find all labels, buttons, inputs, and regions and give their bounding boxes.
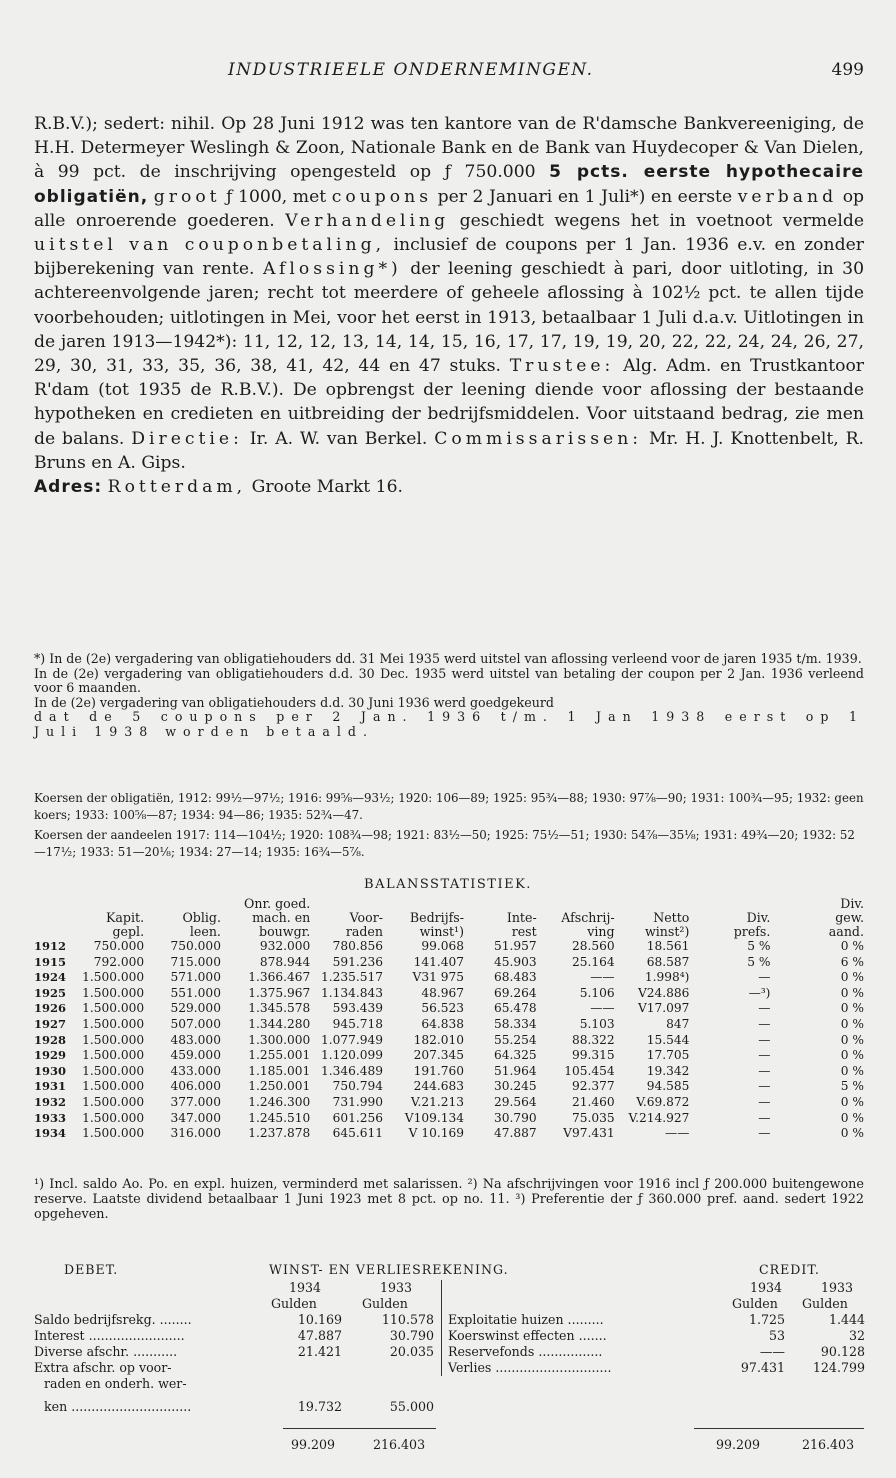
table-cell: 601.256 <box>332 1110 383 1125</box>
table-cell: 591.236 <box>332 954 383 969</box>
table-cell: 1.134.843 <box>320 985 383 1000</box>
table-cell: 1.500.000 <box>82 1094 145 1109</box>
table-row <box>34 1111 864 1127</box>
table-cell: 5 % <box>747 954 771 969</box>
table-cell: 571.000 <box>170 970 221 985</box>
debet-label: DEBET. <box>64 1262 119 1277</box>
year-cell: 1931 <box>34 1079 67 1094</box>
table-cell: 1.185.001 <box>248 1063 311 1078</box>
column-header: Bedrijfs- winst¹) <box>409 910 464 939</box>
column-header: Netto winst²) <box>644 910 690 939</box>
table-cell: V109.134 <box>404 1110 464 1125</box>
table-cell: —— <box>590 970 615 985</box>
table-cell: 406.000 <box>170 1079 221 1094</box>
table-cell: 92.377 <box>571 1079 615 1094</box>
table-cell: V.21.213 <box>410 1094 464 1109</box>
running-title: INDUSTRIEELE ONDERNEMINGEN. <box>228 60 594 80</box>
table-cell: — <box>758 1032 771 1047</box>
table-row <box>34 970 864 986</box>
table-cell: 1.237.878 <box>248 1126 311 1141</box>
description-paragraph: R.B.V.); sedert: nihil. Op 28 Juni 1912 was ten kantore van de R'damsche Bankvereeniging, de H.H. Determeyer Weslingh & Zoon, Nationale Bank en de Bank van Huydecoper & Van Dielen, à 99 pct. de inschrijving opengesteld op ƒ 750.000 5 pcts. eerste hypothecaire obligatiën, groot ƒ 1000, met coupons per 2 Januari en 1 Juli*) en eerste verband op alle onroerende goederen. Verhandeling geschiedt wegens het in voetnoot vermelde uitstel van couponbetaling, inclusief de coupons per 1 Jan. 1936 e.v. en zonder bijberekening van rente. Aflossing*) der leening geschiedt à pari, door uitloting, in 30 achtereenvolgende jaren; recht tot meerdere of geheele aflossing à 102½ pct. te allen tijde voorbehouden; uitlotingen in Mei, voor het eerst in 1913, betaalbaar 1 Juli d.a.v. Uitlotingen in de jaren 1913—1942*): 11, 12, 12, 13, 14, 14, 15, 16, 17, 17, 19, 19, 20, 22, 22, 24, 24, 26, 27, 29, 30, 31, 33, 35, 36, 38, 41, 42, 44 en 47 stuks. Trustee: Alg. Adm. en Trustkantoor R'dam (tot 1935 de R.B.V.). De opbrengst der leening diende voor aflossing der bestaande hypotheken en credieten en uitbreiding der bedrijfsmiddelen. Voor uitstaand bedrag, zie men de balans. Directie: Ir. A. W. van Berkel. Commissarissen: Mr. H. J. Knottenbelt, R. Bruns en A. Gips. <box>34 114 865 473</box>
table-cell: 1.366.467 <box>248 970 311 985</box>
table-cell: 1.235.517 <box>320 970 383 985</box>
table-cell: 1.500.000 <box>82 1110 145 1125</box>
credit-total-1933: 216.403 <box>802 1437 855 1452</box>
table-cell: 1.246.300 <box>248 1094 311 1109</box>
pl-row: raden en onderh. wer- <box>44 1376 187 1391</box>
table-cell: 750.000 <box>93 939 145 953</box>
pl-row: Reservefonds ................ —— 90.128 <box>448 1344 865 1359</box>
table-cell: 75.035 <box>571 1110 615 1125</box>
table-cell: 19.342 <box>646 1063 690 1078</box>
table-cell: 0 % <box>840 985 864 1000</box>
table-cell: —³) <box>748 985 771 1000</box>
table-cell: 5.106 <box>579 985 615 1000</box>
table-cell: — <box>758 1001 771 1016</box>
table-cell: — <box>758 1094 771 1109</box>
table-cell: 377.000 <box>170 1094 221 1109</box>
table-cell: 15.544 <box>646 1032 690 1047</box>
table-cell: 105.454 <box>564 1063 615 1078</box>
table-cell: 64.325 <box>494 1048 537 1063</box>
table-cell: 55.254 <box>494 1032 537 1047</box>
table-cell: 30.245 <box>494 1079 537 1094</box>
pl-row: ken .............................. 19.732 55.000 <box>44 1399 434 1414</box>
table-cell: 1.255.001 <box>248 1048 311 1063</box>
column-header: Onr. goed. mach. en bouwgr. <box>244 896 311 939</box>
balance-title: BALANSSTATISTIEK. <box>364 877 532 892</box>
company-description <box>34 112 864 499</box>
bond-prices: Koersen der obligatiën, 1912: 99½—97½; 1916: 99⅝—93½; 1920: 106—89; 1925: 95¾—88; 1930: 97⅞—90; 1931: 100¾—95; 1932: geen koers; 1933: 100⅝—87; 1934: 94—86; 1935: 52¾—47. <box>34 791 864 822</box>
table-cell: 0 % <box>840 1126 864 1141</box>
table-cell: 244.683 <box>413 1079 464 1094</box>
debet-column: 1934 1933 Gulden Gulden Saldo bedrijfsrekg. ........ 10.169 110.578 Interest ........................ 47.887 30.790 Diverse afschr. ........... 21.421 20.035 Extra afschr. op voor- raden en onderh. wer- ken .............................. 19.732 55.000 <box>34 1280 434 1414</box>
debet-sum-rule <box>283 1428 436 1429</box>
balance-table <box>34 897 864 1142</box>
balance-table-header <box>34 897 864 939</box>
table-cell: 141.407 <box>413 954 464 969</box>
table-cell: 1.344.280 <box>248 1016 311 1031</box>
table-cell: 483.000 <box>170 1032 221 1047</box>
table-cell: V17.097 <box>637 1001 690 1016</box>
table-cell: — <box>758 1063 771 1078</box>
table-cell: 18.561 <box>646 939 690 953</box>
table-cell: 1.500.000 <box>82 1063 145 1078</box>
footnotes <box>34 652 864 740</box>
table-row <box>34 1095 864 1111</box>
table-cell: 780.856 <box>332 939 383 953</box>
year-cell: 1932 <box>34 1094 67 1109</box>
year-cell: 1925 <box>34 985 67 1000</box>
table-cell: 507.000 <box>170 1016 221 1031</box>
year-column-header <box>34 897 76 939</box>
table-cell: 0 % <box>840 970 864 985</box>
table-row <box>34 986 864 1002</box>
table-cell: —— <box>665 1126 690 1141</box>
column-header: Kapit. gepl. <box>106 910 145 939</box>
year-cell: 1929 <box>34 1048 67 1063</box>
table-row <box>34 1033 864 1049</box>
table-cell: 5.103 <box>579 1016 615 1031</box>
table-cell: — <box>758 1016 771 1031</box>
table-cell: 48.967 <box>421 985 464 1000</box>
table-cell: 1.345.578 <box>248 1001 311 1016</box>
year-cell: 1930 <box>34 1063 67 1078</box>
table-cell: 1.245.510 <box>248 1110 311 1125</box>
column-header: Inte- rest <box>506 910 537 939</box>
table-cell: 715.000 <box>170 954 221 969</box>
table-cell: 1.500.000 <box>82 1126 145 1141</box>
table-row <box>34 939 864 955</box>
table-cell: 731.990 <box>332 1094 383 1109</box>
table-cell: 1.346.489 <box>320 1063 383 1078</box>
table-row <box>34 1064 864 1080</box>
running-header <box>0 60 896 88</box>
table-cell: 0 % <box>840 939 864 953</box>
address-line: Adres: Rotterdam, Groote Markt 16. <box>34 477 403 498</box>
column-header: Div. gew. aand. <box>828 896 864 939</box>
column-header: Div. prefs. <box>733 910 771 939</box>
table-cell: 45.903 <box>494 954 537 969</box>
table-cell: 0 % <box>840 1032 864 1047</box>
table-cell: 28.560 <box>571 939 615 953</box>
footnote: dat de 5 coupons per 2 Jan. 1936 t/m. 1 Jan 1938 eerst op 1 Juli 1938 worden betaald. <box>34 709 864 739</box>
table-cell: 94.585 <box>646 1079 690 1094</box>
table-cell: V.214.927 <box>628 1110 690 1125</box>
table-cell: 750.794 <box>332 1079 383 1094</box>
table-cell: 6 % <box>840 954 864 969</box>
footnote: In de (2e) vergadering van obligatiehouders d.d. 30 Dec. 1935 werd uitstel van betaling der coupon per 2 Jan. 1936 verleend voor 6 maanden. <box>34 665 864 696</box>
year-cell: 1924 <box>34 970 67 985</box>
table-cell: 551.000 <box>170 985 221 1000</box>
credit-label: CREDIT. <box>759 1262 820 1277</box>
address-label: Adres: <box>34 477 103 498</box>
table-cell: 1.500.000 <box>82 1048 145 1063</box>
table-cell: V 10.169 <box>408 1126 464 1141</box>
table-row <box>34 955 864 971</box>
debet-total-1933: 216.403 <box>373 1437 426 1452</box>
pl-row: Verlies ............................. 97.431 124.799 <box>448 1360 865 1375</box>
price-history <box>34 790 864 864</box>
balance-notes: ¹) Incl. saldo Ao. Po. en expl. huizen, verminderd met salarissen. ²) Na afschrijvingen voor 1916 incl ƒ 200.000 buitengewone reserve. Laatste dividend betaalbaar 1 Juni 1923 met 8 pct. op no. 11. ³) Preferentie der ƒ 360.000 pref. aand. sedert 1922 opgeheven. <box>34 1177 864 1222</box>
table-cell: 1.500.000 <box>82 970 145 985</box>
column-header: Afschrij- ving <box>561 910 615 939</box>
table-cell: — <box>758 1126 771 1141</box>
table-cell: 5 % <box>747 939 771 953</box>
pl-heading <box>34 1262 864 1280</box>
column-header: Oblig. leen. <box>182 910 221 939</box>
credit-total-1934: 99.209 <box>716 1437 761 1452</box>
table-cell: 99.068 <box>421 939 464 953</box>
table-cell: 17.705 <box>646 1048 690 1063</box>
table-cell: 1.500.000 <box>82 1016 145 1031</box>
footnote: *) In de (2e) vergadering van obligatiehouders dd. 31 Mei 1935 werd uitstel van aflossing verleend voor de jaren 1935 t/m. 1939. <box>34 651 862 666</box>
table-cell: 0 % <box>840 1063 864 1078</box>
table-cell: 0 % <box>840 1048 864 1063</box>
pl-row: Interest ........................ 47.887 30.790 <box>34 1328 434 1343</box>
table-cell: 1.077.949 <box>320 1032 383 1047</box>
pl-row: Saldo bedrijfsrekg. ........ 10.169 110.578 <box>34 1312 434 1327</box>
bond-heading: 5 pcts. eerste hypothecaire obligatiën, <box>34 162 865 207</box>
table-cell: 1.120.099 <box>320 1048 383 1063</box>
table-cell: 750.000 <box>170 939 221 953</box>
table-cell: 47.887 <box>494 1126 537 1141</box>
year-cell: 1915 <box>34 954 67 969</box>
table-cell: 792.000 <box>93 954 145 969</box>
pl-title: WINST- EN VERLIESREKENING. <box>269 1262 509 1277</box>
table-cell: — <box>758 1079 771 1094</box>
table-cell: 945.718 <box>332 1016 383 1031</box>
table-cell: 347.000 <box>170 1110 221 1125</box>
table-cell: V.69.872 <box>636 1094 690 1109</box>
table-cell: — <box>758 970 771 985</box>
table-cell: 68.587 <box>646 954 690 969</box>
table-cell: 1.375.967 <box>248 985 311 1000</box>
table-cell: 1.998⁴) <box>644 970 690 985</box>
table-cell: 58.334 <box>494 1016 537 1031</box>
table-cell: 182.010 <box>413 1032 464 1047</box>
table-cell: 0 % <box>840 1110 864 1125</box>
table-row <box>34 1126 864 1142</box>
table-cell: 64.838 <box>421 1016 464 1031</box>
column-header: Voor- raden <box>345 910 383 939</box>
table-cell: 25.164 <box>571 954 615 969</box>
table-cell: 191.760 <box>413 1063 464 1078</box>
share-prices: Koersen der aandeelen 1917: 114—104½; 1920: 108¾—98; 1921: 83½—50; 1925: 75½—51; 1930: 54⅞—35⅛; 1931: 49¾—20; 1932: 52—17½; 1933: 51—20⅛; 1934: 27—14; 1935: 16¾—5⅞. <box>34 828 855 859</box>
table-cell: —— <box>590 1001 615 1016</box>
table-cell: — <box>758 1048 771 1063</box>
table-cell: 847 <box>666 1016 690 1031</box>
table-cell: 459.000 <box>170 1048 221 1063</box>
table-cell: 593.439 <box>332 1001 383 1016</box>
credit-column: 1934 1933 Gulden Gulden Exploitatie huizen ......... 1.725 1.444 Koerswinst effecten ....... 53 32 Reservefonds ................ —— 90.128 Verlies ............................. 97.431 124.799 <box>441 1280 865 1376</box>
table-row <box>34 1001 864 1017</box>
year-cell: 1928 <box>34 1032 67 1047</box>
table-row <box>34 1017 864 1033</box>
table-cell: 316.000 <box>170 1126 221 1141</box>
table-cell: 529.000 <box>170 1001 221 1016</box>
table-cell: 65.478 <box>494 1001 537 1016</box>
year-cell: 1912 <box>34 939 67 953</box>
table-cell: 1.500.000 <box>82 1079 145 1094</box>
table-cell: 29.564 <box>494 1094 537 1109</box>
pl-row: Extra afschr. op voor- <box>34 1360 172 1375</box>
page-number: 499 <box>831 60 864 80</box>
year-cell: 1934 <box>34 1126 67 1141</box>
year-cell: 1927 <box>34 1016 67 1031</box>
table-cell: 1.500.000 <box>82 985 145 1000</box>
table-cell: 0 % <box>840 1001 864 1016</box>
profit-loss-account <box>34 1262 865 1414</box>
table-cell: — <box>758 1110 771 1125</box>
pl-row: Koerswinst effecten ....... 53 32 <box>448 1328 865 1343</box>
table-cell: 645.611 <box>332 1126 383 1141</box>
table-cell: 1.500.000 <box>82 1001 145 1016</box>
year-cell: 1926 <box>34 1001 67 1016</box>
table-cell: 1.500.000 <box>82 1032 145 1047</box>
table-cell: 21.460 <box>571 1094 615 1109</box>
table-cell: 69.264 <box>494 985 537 1000</box>
table-cell: 1.250.001 <box>248 1079 311 1094</box>
table-cell: 30.790 <box>494 1110 537 1125</box>
pl-row: Exploitatie huizen ......... 1.725 1.444 <box>448 1312 865 1327</box>
table-cell: 51.957 <box>494 939 537 953</box>
credit-sum-rule <box>694 1428 864 1429</box>
table-row <box>34 1079 864 1095</box>
table-cell: 0 % <box>840 1094 864 1109</box>
table-cell: 68.483 <box>494 970 537 985</box>
table-cell: 1.300.000 <box>248 1032 311 1047</box>
table-cell: 99.315 <box>571 1048 615 1063</box>
table-cell: 932.000 <box>259 939 311 953</box>
table-cell: 207.345 <box>413 1048 464 1063</box>
table-cell: 56.523 <box>421 1001 464 1016</box>
table-row <box>34 1048 864 1064</box>
table-cell: 51.964 <box>494 1063 537 1078</box>
table-cell: V24.886 <box>637 985 690 1000</box>
pl-row: Diverse afschr. ........... 21.421 20.035 <box>34 1344 434 1359</box>
table-cell: 5 % <box>840 1079 864 1094</box>
table-cell: 88.322 <box>571 1032 615 1047</box>
table-cell: V97.431 <box>563 1126 615 1141</box>
year-cell: 1933 <box>34 1110 67 1125</box>
table-cell: 433.000 <box>170 1063 221 1078</box>
table-cell: 878.944 <box>259 954 311 969</box>
table-cell: 0 % <box>840 1016 864 1031</box>
debet-total-1934: 99.209 <box>291 1437 336 1452</box>
table-cell: V31 975 <box>412 970 464 985</box>
footnote: In de (2e) vergadering van obligatiehouders d.d. 30 Juni 1936 werd goedgekeurd <box>34 694 554 710</box>
